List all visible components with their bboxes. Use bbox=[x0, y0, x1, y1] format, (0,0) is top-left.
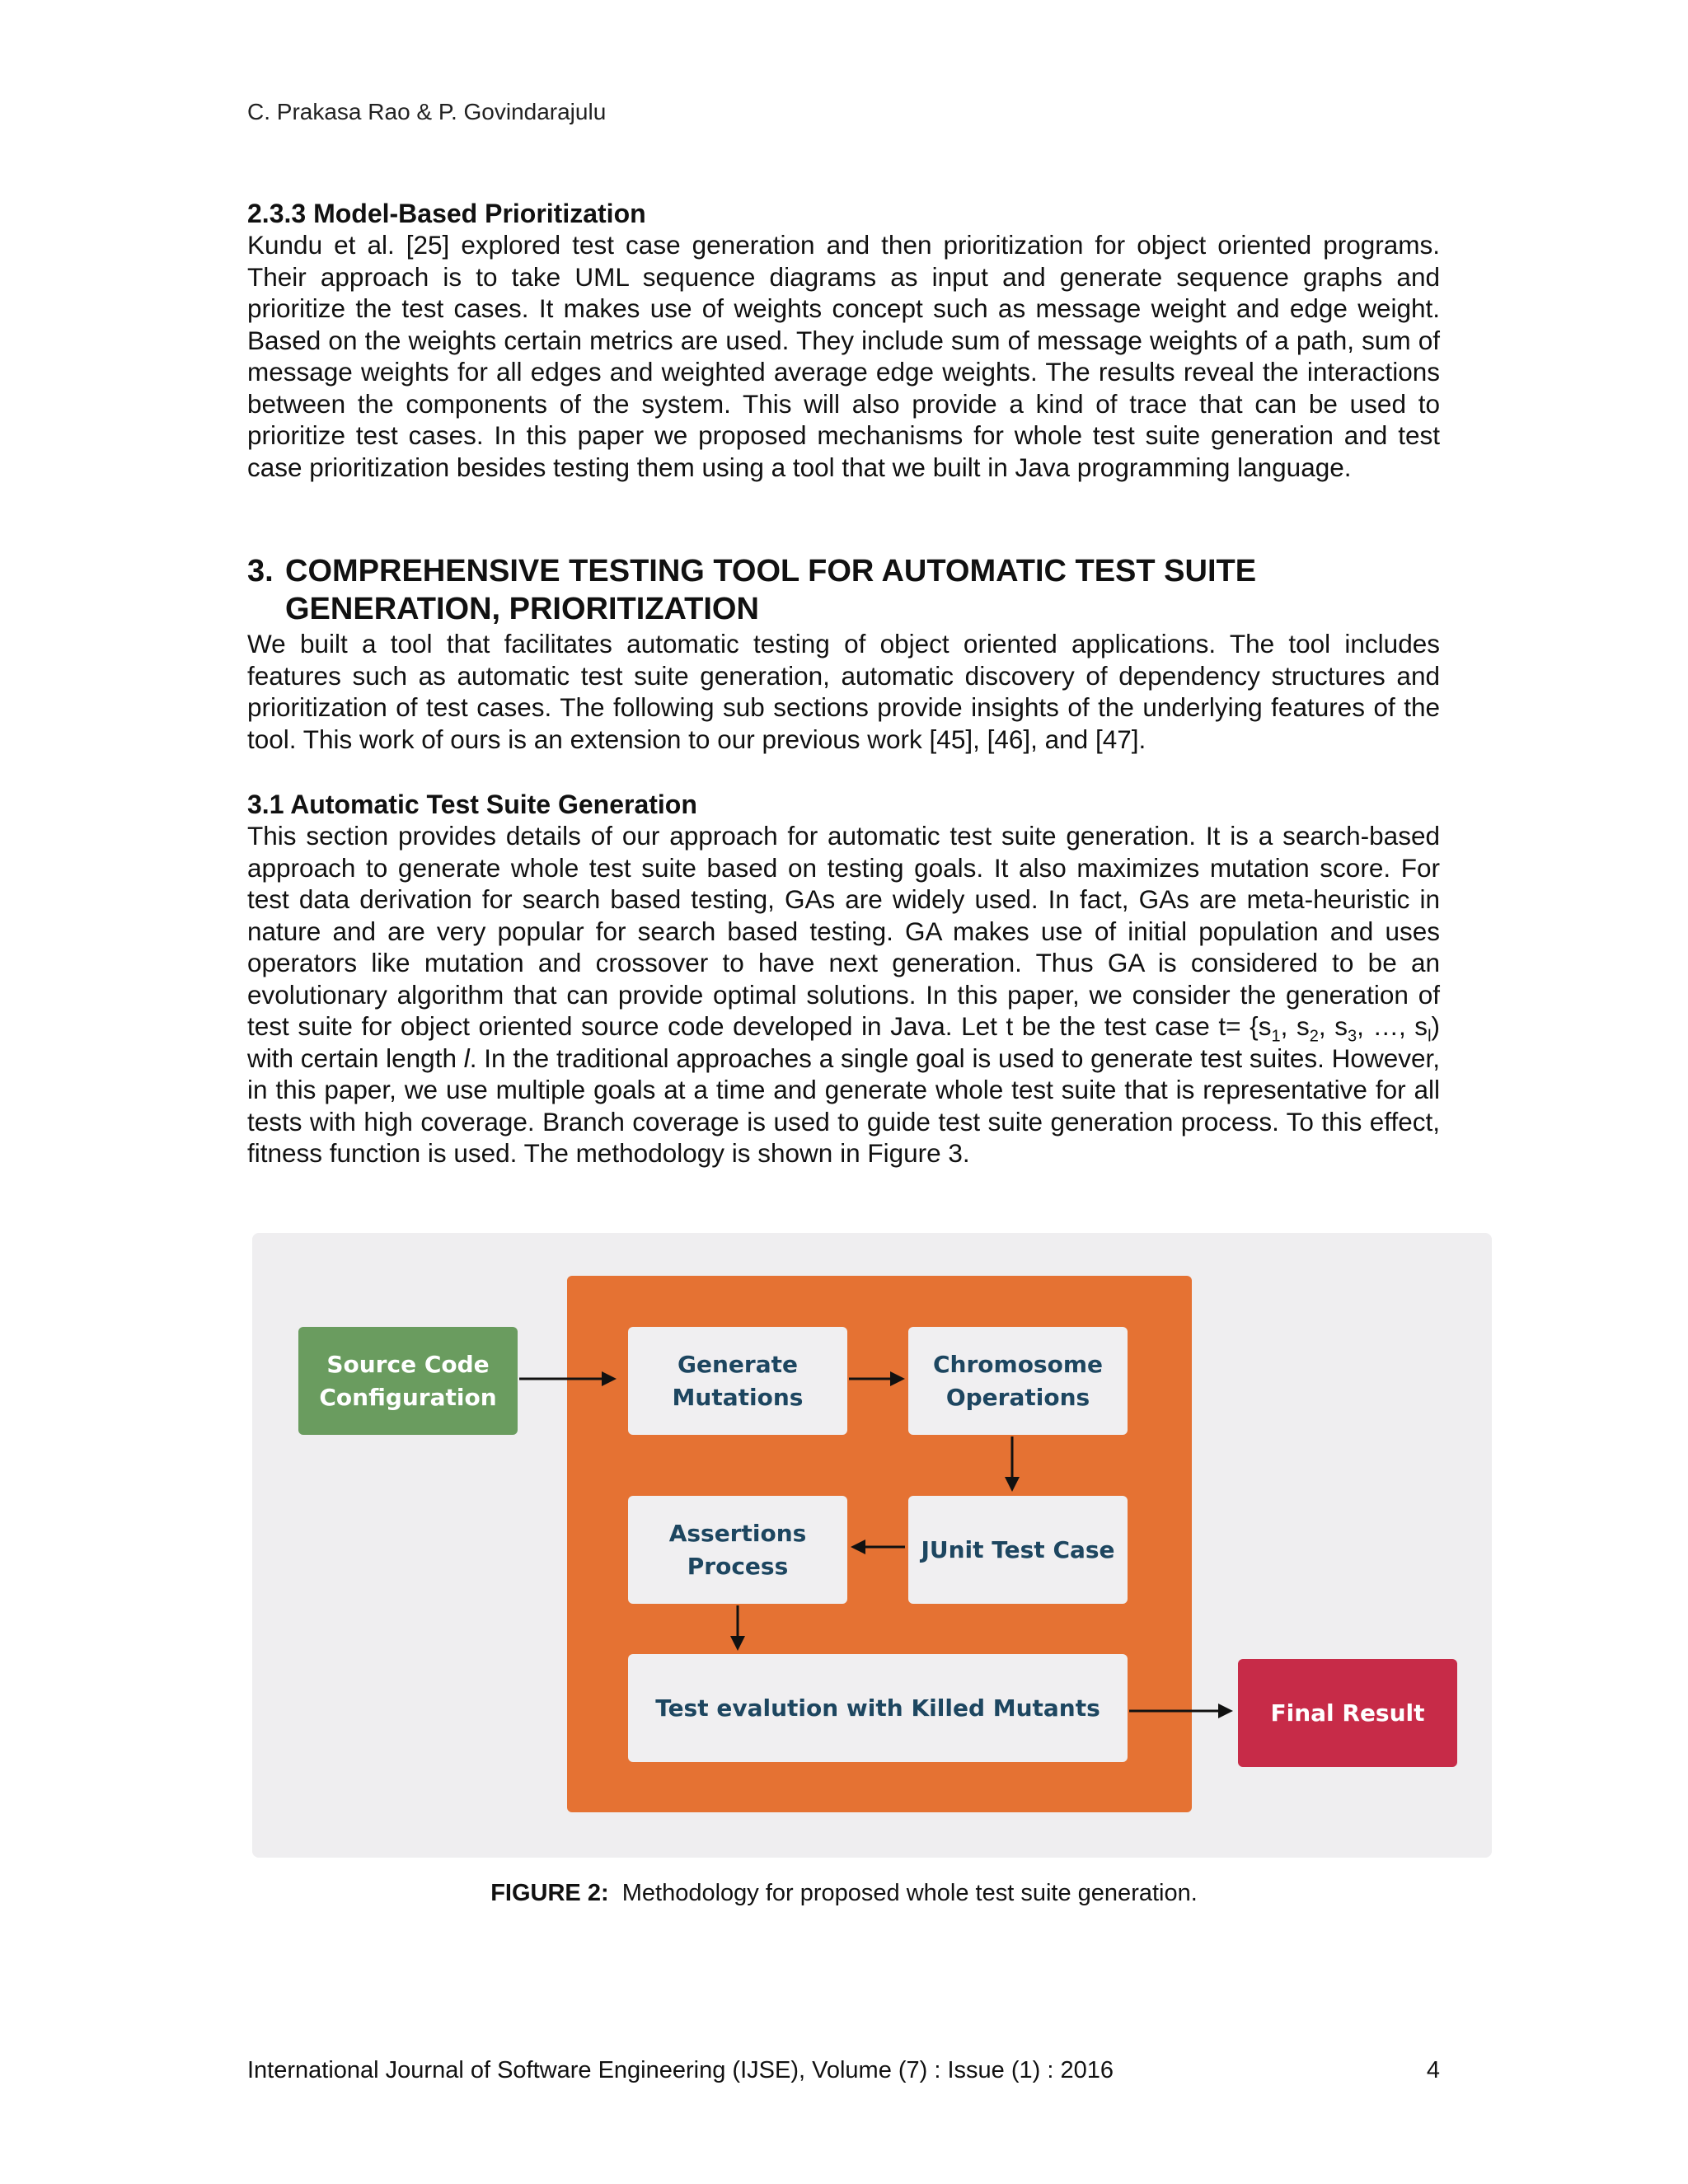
arrowhead bbox=[602, 1371, 617, 1386]
text-run: ) with certain length bbox=[247, 1011, 1441, 1073]
box-label: Chromosome Operations bbox=[932, 1350, 1103, 1411]
subscript: 3 bbox=[1347, 1027, 1357, 1046]
figure-caption bbox=[0, 1880, 1688, 1907]
heading-line-2: GENERATION, PRIORITIZATION bbox=[285, 592, 759, 626]
section-number: 3. bbox=[247, 554, 274, 588]
box-label: JUnit Test Case bbox=[921, 1535, 1115, 1563]
text-run: , s bbox=[1280, 1011, 1310, 1041]
text-run: , …, s bbox=[1357, 1011, 1428, 1041]
paragraph: Kundu et al. [25] explored test case generation and then prioritization for object oriented programs. Their approach is to take UML sequence diagrams as input and generate sequence graphs and prioritize the test cases. It makes use of weights concept such as message weight and edge weight. Based on the weights certain metrics are used. They include sum of message weights of a path, sum of message weights for all edges and weighted average edge weights. The results reveal the interactions between the components of the system. This will also provide a kind of trace that can be used to prioritize test cases. In this paper we proposed mechanisms for whole test suite generation and test case prioritization besides testing them using a tool that we built in Java programming language. bbox=[247, 230, 1440, 482]
box-label: Source Code Configuration bbox=[319, 1350, 497, 1411]
page-number: 4 bbox=[1426, 2057, 1440, 2083]
section-heading: 3.1 Automatic Test Suite Generation bbox=[247, 790, 697, 819]
caption-text: Methodology for proposed whole test suite generation. bbox=[621, 1880, 1198, 1906]
box-label: Final Result bbox=[1270, 1699, 1425, 1727]
arrowhead bbox=[890, 1371, 905, 1386]
paragraph: We built a tool that facilitates automatic testing of object oriented applications. The tool includes features such as automatic test suite generation, automatic discovery of dependency structures and prioritization of test cases. The following sub sections provide insights of the underlying features of the tool. This work of ours is an extension to our previous work [45], [46], and [47]. bbox=[247, 629, 1440, 754]
arrowhead bbox=[730, 1636, 745, 1651]
journal-citation: International Journal of Software Engineering (IJSE), Volume (7) : Issue (1) : 2016 bbox=[247, 2057, 1114, 2083]
arrowhead bbox=[1005, 1477, 1020, 1492]
arrowhead bbox=[851, 1540, 865, 1554]
subscript: l bbox=[1428, 1027, 1432, 1046]
text-run: This section provides details of our approach for automatic test suite generation. It is a search-based approach to generate whole test suite based on testing goals. It also maximizes mutation score. For test data derivation for search based testing, GAs are widely used. In fact, GAs are meta-heuristic in nature and are very popular for search based testing. GA makes use of initial population and uses operators like mutation and crossover to have next generation. Thus GA is considered to be an evolutionary algorithm that can provide optimal solutions. In this paper, we consider the generation of test suite for object oriented source code developed in Java. Let t be the test case t= {s bbox=[247, 821, 1440, 1041]
text-run: . In the traditional approaches a single goal is used to generate test suites. However, in this paper, we use multiple goals at a time and generate whole test suite that is representative for all tests with high coverage. Branch coverage is used to guide test suite generation process. To this effect, fitness function is used. The methodology is shown in Figure 3. bbox=[247, 1043, 1440, 1168]
subscript: 2 bbox=[1309, 1027, 1319, 1046]
box-label: Assertions Process bbox=[668, 1519, 807, 1580]
caption-label: FIGURE 2: bbox=[490, 1880, 609, 1906]
heading-line-1: COMPREHENSIVE TESTING TOOL FOR AUTOMATIC TEST SUITE bbox=[285, 554, 1257, 588]
arrowhead bbox=[1218, 1704, 1233, 1718]
subscript: 1 bbox=[1271, 1027, 1281, 1046]
page-footer bbox=[247, 2057, 1440, 2084]
running-header-authors: C. Prakasa Rao & P. Govindarajulu bbox=[247, 99, 607, 124]
box-label: Generate Mutations bbox=[672, 1350, 804, 1411]
section-heading: 2.3.3 Model-Based Prioritization bbox=[247, 199, 646, 228]
text-run: , s bbox=[1318, 1011, 1348, 1041]
math-variable: l bbox=[463, 1043, 470, 1073]
box-label: Test evalution with Killed Mutants bbox=[655, 1694, 1100, 1722]
